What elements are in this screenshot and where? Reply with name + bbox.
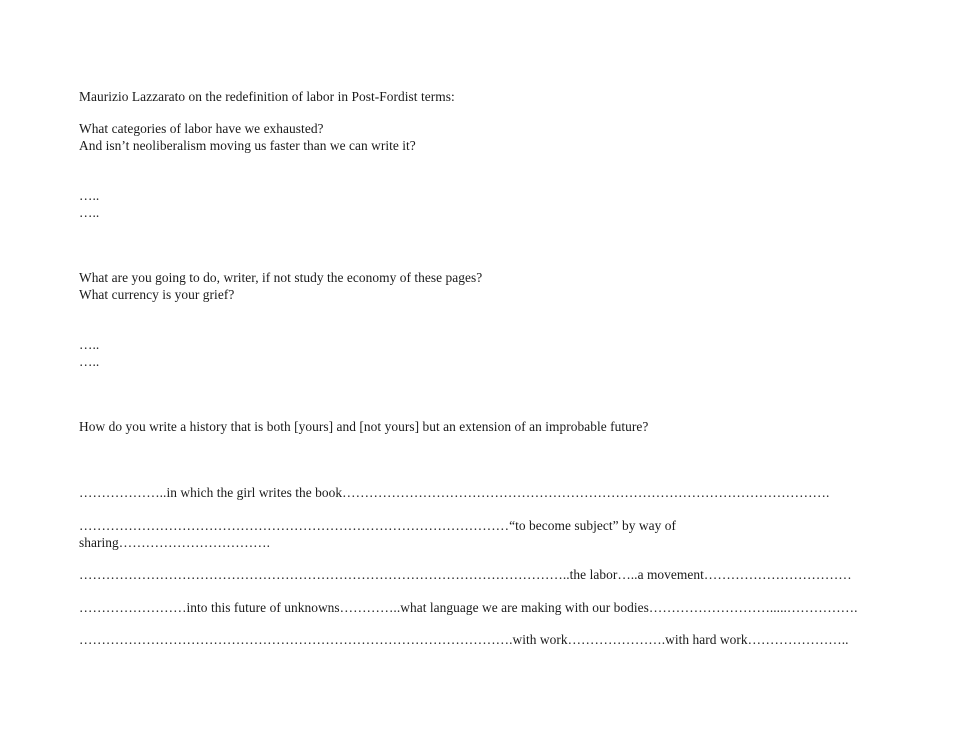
ellipsis-2a: ….. (79, 337, 100, 352)
dots-line-2a: ……………………………………………………………………………………“to become subject” by way of (79, 518, 677, 533)
question-2-line-2: What currency is your grief? (79, 287, 235, 302)
ellipsis-1a: ….. (79, 188, 100, 203)
dots-line-1: ………………..in which the girl writes the book………………………………………………………………………………………………. (79, 485, 830, 500)
dots-line-3: ………………………………………………………………………………………………..the labor…..a movement…………………………… (79, 567, 852, 582)
question-2-line-1: What are you going to do, writer, if not study the economy of these pages? (79, 270, 483, 285)
question-3: How do you write a history that is both [yours] and [not yours] but an extension of an improbable future? (79, 419, 649, 434)
dots-line-5: …………………………………………………………………………………….with work………………….with hard work………………….. (79, 632, 849, 647)
ellipsis-2b: ….. (79, 354, 100, 369)
question-1-line-1: What categories of labor have we exhausted? (79, 121, 324, 136)
question-1-line-2: And isn’t neoliberalism moving us faster than we can write it? (79, 138, 416, 153)
intro-line: Maurizio Lazzarato on the redefinition of labor in Post-Fordist terms: (79, 89, 455, 104)
dots-line-4: ……………………into this future of unknowns…………..what language we are making with our bodies……………………….....……………. (79, 600, 858, 615)
ellipsis-1b: ….. (79, 205, 100, 220)
dots-line-2b: sharing……………………………. (79, 535, 271, 550)
